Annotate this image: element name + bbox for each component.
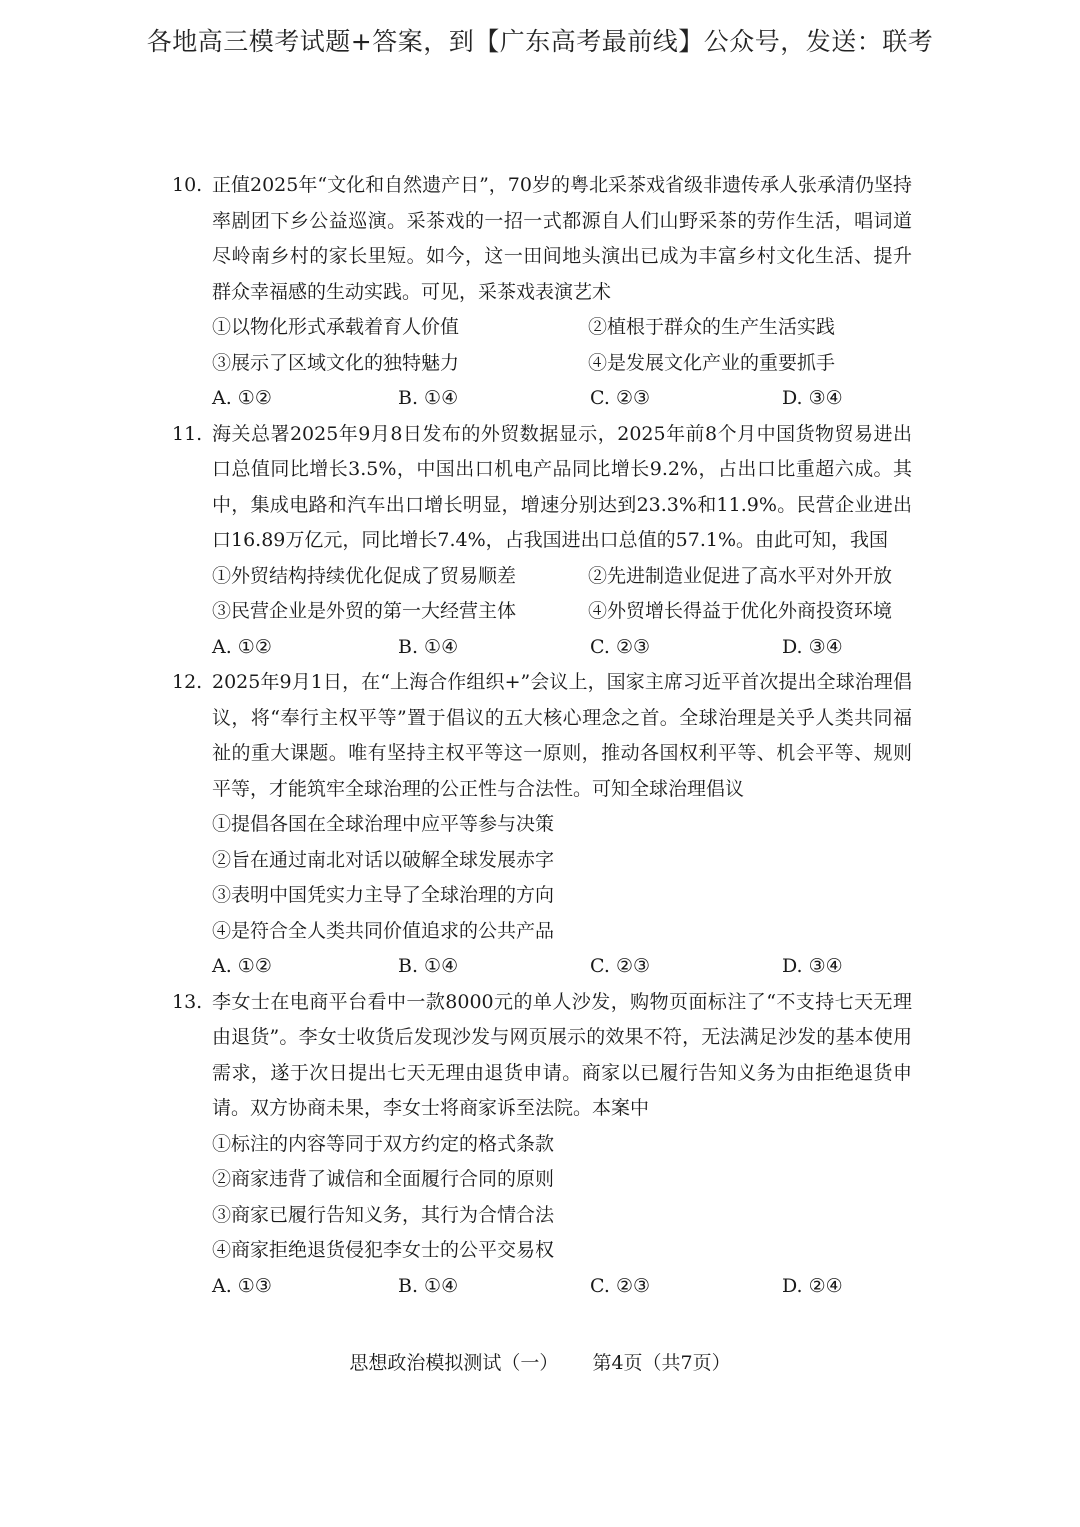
statement-1: ①提倡各国在全球治理中应平等参与决策 [212,813,555,835]
question-number: 10. [172,174,203,196]
choice-a: A. ①② [212,955,272,977]
statement-2: ②商家违背了诚信和全面履行合同的原则 [212,1168,555,1190]
question-number: 11. [172,422,203,445]
statement-2: ②植根于群众的生产生活实践 [588,316,836,338]
choice-b: B. ①④ [398,387,459,409]
question-number: 13. [172,990,203,1013]
choice-b: B. ①④ [398,955,459,977]
statement-1: ①外贸结构持续优化促成了贸易顺差 [212,564,517,587]
header-banner: 各地高三模考试题+答案，到【广东高考最前线】公众号，发送：联考 [146,27,934,56]
statement-1: ①标注的内容等同于双方约定的格式条款 [212,1132,555,1155]
answer-choices [212,1269,912,1305]
choice-d: D. ③④ [782,387,843,409]
choice-c: C. ②③ [590,387,651,409]
answer-choices [212,949,912,985]
statement-4: ④是发展文化产业的重要抓手 [588,351,836,374]
answer-choices [212,630,912,666]
footer-page-number: 第4页（共7页） [592,1352,731,1374]
question-10 [172,168,912,417]
statement-3: ③商家已履行告知义务，其行为合情合法 [212,1203,555,1226]
choice-c: C. ②③ [590,955,651,977]
page-footer [0,1348,1080,1375]
question-11 [172,417,912,666]
answer-choices [212,381,912,417]
statement-3: ③表明中国凭实力主导了全球治理的方向 [212,884,555,906]
question-number: 12. [172,671,203,693]
question-12 [172,665,912,985]
statement-options [212,310,912,381]
footer-subject: 思想政治模拟测试（一） [349,1352,559,1374]
statement-3: ③展示了区域文化的独特魅力 [212,351,460,374]
statement-options [212,559,912,630]
statement-1: ①以物化形式承载着育人价值 [212,316,460,338]
choice-b: B. ①④ [398,1274,459,1297]
statement-4: ④商家拒绝退货侵犯李女士的公平交易权 [212,1239,555,1261]
choice-a: A. ①③ [212,1274,272,1297]
question-stem: 海关总署2025年9月8日发布的外贸数据显示，2025年前8个月中国货物贸易进出口总值同比增长3.5%，中国出口机电产品同比增长9.2%，占出口比重超六成。其中，集成电路和汽车出口增长明显，增速分别达到23.3%和11.9%。民营企业进出口16.89万亿元，同比增长7.4%，占我国进出口总值的57.1%。由此可知，我国 [212,422,912,551]
choice-c: C. ②③ [590,1274,651,1297]
statement-2: ②旨在通过南北对话以破解全球发展赤字 [212,848,555,871]
question-page [172,168,912,1304]
question-stem: 2025年9月1日，在“上海合作组织+”会议上，国家主席习近平首次提出全球治理倡议，将“奉行主权平等”置于倡议的五大核心理念之首。全球治理是关乎人类共同福祉的重大课题。唯有坚持主权平等这一原则，推动各国权利平等、机会平等、规则平等，才能筑牢全球治理的公正性与合法性。可知全球治理倡议 [212,671,912,800]
question-stem: 李女士在电商平台看中一款8000元的单人沙发，购物页面标注了“不支持七天无理由退货”。李女士收货后发现沙发与网页展示的效果不符，无法满足沙发的基本使用需求，遂于次日提出七天无理由退货申请。商家以已履行告知义务为由拒绝退货申请。双方协商未果，李女士将商家诉至法院。本案中 [212,990,912,1119]
choice-b: B. ①④ [398,635,459,658]
statement-2: ②先进制造业促进了高水平对外开放 [588,564,893,587]
statement-4: ④是符合全人类共同价值追求的公共产品 [212,919,555,942]
choice-a: A. ①② [212,635,272,658]
question-13 [172,985,912,1305]
choice-d: D. ②④ [782,1274,843,1297]
statement-3: ③民营企业是外贸的第一大经营主体 [212,600,517,622]
choice-c: C. ②③ [590,635,651,658]
question-stem: 正值2025年“文化和自然遗产日”，70岁的粤北采茶戏省级非遗传承人张承清仍坚持率剧团下乡公益巡演。采茶戏的一招一式都源自人们山野采茶的劳作生活，唱词道尽岭南乡村的家长里短。如今，这一田间地头演出已成为丰富乡村文化生活、提升群众幸福感的生动实践。可见，采茶戏表演艺术 [212,174,912,303]
statement-4: ④外贸增长得益于优化外商投资环境 [588,600,893,622]
choice-d: D. ③④ [782,635,843,658]
choice-d: D. ③④ [782,955,843,977]
choice-a: A. ①② [212,387,272,409]
